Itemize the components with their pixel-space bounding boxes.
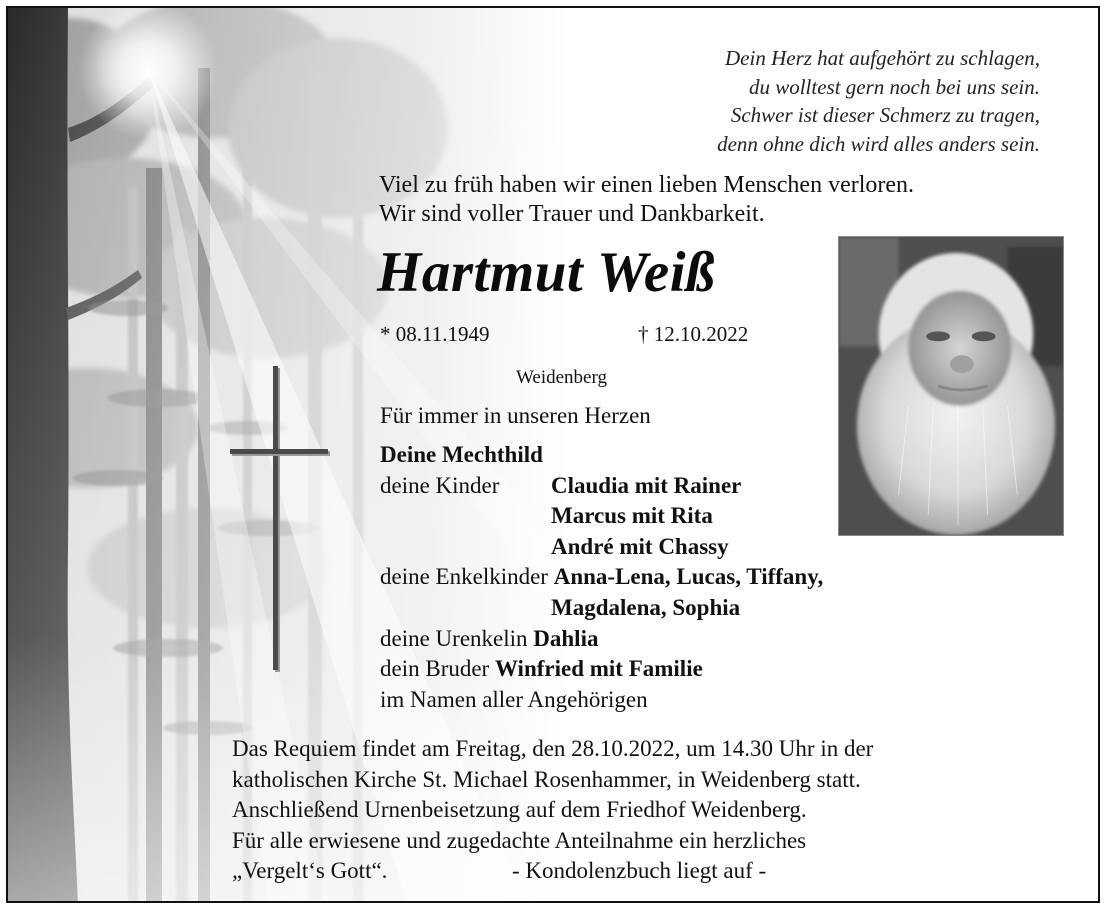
requiem-line: Anschließend Urnenbeisetzung auf dem Friedhof Weidenberg. [232, 797, 807, 822]
list-item [380, 501, 823, 532]
poem-line: Schwer ist dieser Schmerz zu tragen, [730, 103, 1040, 127]
intro-text [379, 171, 914, 229]
list-item [380, 685, 823, 716]
intro-line: Wir sind voller Trauer und Dankbarkeit. [379, 201, 765, 227]
child-name: Marcus mit Rita [551, 503, 713, 529]
children-label: deine Kinder [380, 472, 500, 498]
grandchildren-names: Anna-Lena, Lucas, Tiffany, [553, 564, 824, 590]
portrait-photo [838, 236, 1064, 536]
closing-line: im Namen aller Angehörigen [380, 686, 648, 712]
brother-name: Winfried mit Familie [494, 656, 703, 682]
poem-line: denn ohne dich wird alles anders sein. [717, 131, 1040, 156]
poem-line: Dein Herz hat aufgehört zu schlagen, [725, 46, 1040, 70]
thanks-text: „Vergelt‘s Gott“. [232, 858, 388, 883]
list-item [380, 654, 823, 685]
requiem-last-line [232, 856, 873, 887]
child-name: André mit Chassy [551, 533, 729, 559]
deceased-name: Hartmut Weiß [377, 241, 716, 304]
requiem-line: Für alle erwiesene und zugedachte Anteilnahme ein herzliches [232, 827, 807, 853]
birth-date: * 08.11.1949 [380, 322, 490, 346]
requiem-text [232, 734, 873, 887]
mourners-list [380, 440, 823, 715]
poem-line: du wolltest gern noch bei uns sein. [748, 74, 1040, 99]
list-item [380, 532, 823, 563]
cross-icon [220, 364, 330, 674]
list-item [380, 562, 823, 593]
child-name: Claudia mit Rainer [551, 472, 742, 498]
grandchildren-names: Magdalena, Sophia [551, 594, 741, 620]
list-item [380, 624, 823, 655]
poem [717, 44, 1040, 158]
forever-line: Für immer in unseren Herzen [380, 403, 651, 428]
great-grandchild-label: deine Urenkelin [380, 625, 534, 651]
requiem-line: Das Requiem findet am Freitag, den 28.10.2022, um 14.30 Uhr in der [232, 736, 874, 761]
grandchildren-label: deine Enkelkinder [380, 564, 554, 590]
great-grandchild-name: Dahlia [533, 625, 599, 651]
condolence-book-note: - Kondolenzbuch liegt auf - [512, 858, 767, 883]
list-item [380, 593, 823, 624]
list-item [380, 440, 823, 471]
list-item [380, 471, 823, 502]
brother-label: dein Bruder [380, 656, 495, 682]
obituary-notice [6, 6, 1100, 903]
death-date: † 12.10.2022 [638, 322, 749, 346]
place: Weidenberg [516, 367, 607, 388]
intro-line: Viel zu früh haben wir einen lieben Menschen verloren. [379, 172, 915, 198]
requiem-line: katholischen Kirche St. Michael Rosenhammer, in Weidenberg statt. [232, 766, 861, 792]
partner-name: Deine Mechthild [380, 442, 543, 467]
